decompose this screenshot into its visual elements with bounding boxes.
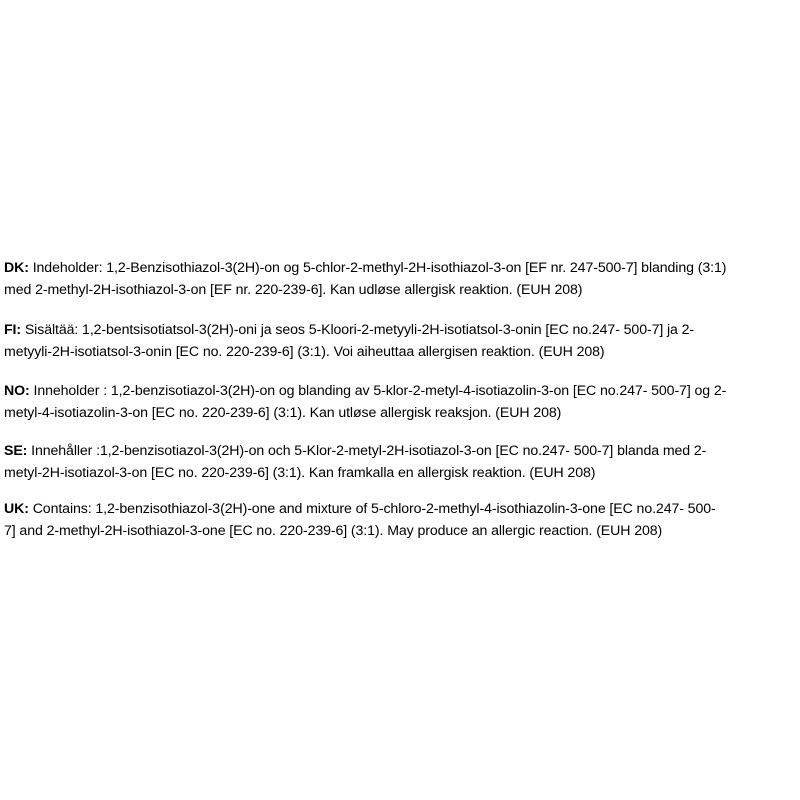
language-code: FI: bbox=[4, 322, 22, 338]
statement-line: metyl-2H-isotiazol-3-on [EC no. 220-239-6] (3:1). Kan framkalla en allergisk reaktion. (EUH 208) bbox=[4, 465, 596, 481]
statement-se bbox=[4, 440, 798, 484]
statement-dk bbox=[4, 257, 798, 301]
statement-no bbox=[4, 380, 798, 424]
statement-text: Indeholder: 1,2-Benzisothiazol-3(2H)-on og 5-chlor-2-methyl-2H-isothiazol-3-on [EF nr. 247-500-7] blanding (3:1) bbox=[28, 260, 727, 276]
statement-line bbox=[4, 498, 796, 520]
statement-uk bbox=[4, 498, 798, 542]
language-code: DK: bbox=[4, 260, 29, 276]
statement-line: med 2-methyl-2H-isothiazol-3-on [EF nr. 220-239-6]. Kan udløse allergisk reaktion. (EUH 208) bbox=[4, 282, 583, 298]
statement-text: Sisältää: 1,2-bentsisotiatsol-3(2H)-oni ja seos 5-Kloori-2-metyyli-2H-isotiatsol-3-onin [EC no.247- 500-7] ja 2- bbox=[21, 322, 695, 338]
statement-text: Innehåller :1,2-benzisotiazol-3(2H)-on och 5-Klor-2-metyl-2H-isotiazol-3-on [EC no.247- 500-7] blanda med 2- bbox=[27, 443, 707, 459]
statement-text: Inneholder : 1,2-benzisotiazol-3(2H)-on og blanding av 5-klor-2-metyl-4-isotiazolin-3-on [EC no.247- 500-7] og 2- bbox=[29, 383, 727, 399]
language-code: UK: bbox=[4, 501, 29, 517]
statement-line bbox=[4, 257, 796, 279]
statement-line bbox=[4, 319, 796, 341]
language-code: SE: bbox=[4, 443, 28, 459]
statement-line: 7] and 2-methyl-2H-isothiazol-3-one [EC no. 220-239-6] (3:1). May produce an allergic reaction. (EUH 208) bbox=[4, 523, 663, 539]
statement-fi bbox=[4, 319, 798, 363]
statement-line: metyl-4-isotiazolin-3-on [EC no. 220-239-6] (3:1). Kan utløse allergisk reaksjon. (EUH 208) bbox=[4, 405, 562, 421]
language-code: NO: bbox=[4, 383, 30, 399]
statement-line bbox=[4, 440, 796, 462]
statement-line: metyyli-2H-isotiatsol-3-onin [EC no. 220-239-6] (3:1). Voi aiheuttaa allergisen reaktion. (EUH 208) bbox=[4, 344, 605, 360]
statement-line bbox=[4, 380, 796, 402]
statement-text: Contains: 1,2-benzisothiazol-3(2H)-one and mixture of 5-chloro-2-methyl-4-isothiazolin-3-one [EC no.247- 500- bbox=[28, 501, 716, 517]
